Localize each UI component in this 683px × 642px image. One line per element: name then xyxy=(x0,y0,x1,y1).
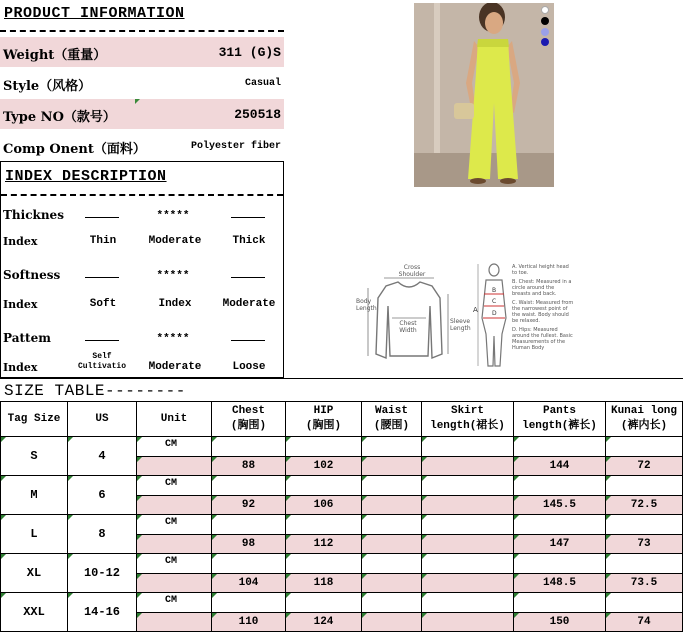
header-unit: Unit xyxy=(137,402,212,437)
skirt-value-cell xyxy=(422,574,514,593)
diagram-letter: C xyxy=(492,298,497,305)
scale-line xyxy=(85,277,119,278)
unit-value-cell xyxy=(137,574,212,593)
empty-cell xyxy=(286,476,362,496)
index-label: Index xyxy=(3,298,38,311)
row-value: 250518 xyxy=(234,107,281,122)
index-description-title: INDEX DESCRIPTION xyxy=(5,168,167,185)
hip-value-cell: 106 xyxy=(286,496,362,515)
header-chest: Chest (胸围) xyxy=(212,402,286,437)
empty-cell xyxy=(286,437,362,457)
us-size-cell: 14-16 xyxy=(68,593,137,632)
color-swatch[interactable] xyxy=(541,6,549,14)
row-value: 311 (G)S xyxy=(218,45,281,60)
empty-cell xyxy=(422,476,514,496)
table-row xyxy=(1,437,683,457)
jumpsuit-illustration xyxy=(414,3,554,187)
row-key: Comp Onent（面料） xyxy=(3,142,146,157)
index-level: Moderate xyxy=(148,361,202,373)
chest-value-cell: 110 xyxy=(212,613,286,632)
diagram-letter: B xyxy=(492,287,497,294)
waist-value-cell xyxy=(362,457,422,476)
empty-cell xyxy=(514,476,606,496)
index-group-name: Softness xyxy=(3,268,61,282)
diagram-letter: D xyxy=(492,310,497,317)
size-table-header xyxy=(1,402,683,437)
diagram-note: B. Chest: Measured in a circle around the breasts and back. xyxy=(512,279,572,297)
empty-cell xyxy=(606,554,683,574)
unit-value-cell xyxy=(137,613,212,632)
pants-value-cell: 147 xyxy=(514,535,606,554)
header-skirt-length: Skirt length(裙长) xyxy=(422,402,514,437)
empty-cell xyxy=(514,515,606,535)
waist-value-cell xyxy=(362,535,422,554)
unit-cell xyxy=(137,554,212,574)
us-size-cell: 4 xyxy=(68,437,137,476)
empty-cell xyxy=(422,437,514,457)
diagram-note: C. Waist: Measured from the narrowest point of the waist. Body should be relaxed. xyxy=(512,300,574,324)
divider xyxy=(0,30,284,32)
table-row xyxy=(1,593,683,613)
table-row xyxy=(1,554,683,574)
divider xyxy=(1,194,283,196)
color-swatch[interactable] xyxy=(541,38,549,46)
diagram-notes xyxy=(512,264,574,351)
tag-size-cell: M xyxy=(1,476,68,515)
diagram-letter: A xyxy=(473,306,478,314)
empty-cell xyxy=(514,593,606,613)
unit-label: CM xyxy=(165,439,178,450)
empty-cell xyxy=(286,593,362,613)
empty-cell xyxy=(606,437,683,457)
index-group-name: Thicknes xyxy=(3,208,64,222)
diagram-note: D. Hips: Measured around the fullest. Basic Measurements of the Human Body xyxy=(512,327,573,351)
chest-value-cell: 88 xyxy=(212,457,286,476)
chest-value-cell: 98 xyxy=(212,535,286,554)
empty-cell xyxy=(362,476,422,496)
inseam-value-cell: 72 xyxy=(606,457,683,476)
diagram-label: Body Length xyxy=(356,298,377,312)
inseam-value-cell: 73.5 xyxy=(606,574,683,593)
row-value: Casual xyxy=(244,78,281,89)
index-stars: ***** xyxy=(156,270,190,282)
empty-cell xyxy=(422,554,514,574)
unit-value-cell xyxy=(137,457,212,476)
header-waist: Waist (腰围) xyxy=(362,402,422,437)
scale-line xyxy=(85,340,119,341)
index-label: Index xyxy=(3,361,38,374)
empty-cell xyxy=(514,554,606,574)
index-description-box xyxy=(0,161,284,378)
size-table-title: SIZE TABLE-------- xyxy=(4,382,186,400)
empty-cell xyxy=(606,515,683,535)
product-row-component xyxy=(0,131,284,161)
pants-value-cell: 145.5 xyxy=(514,496,606,515)
skirt-value-cell xyxy=(422,496,514,515)
empty-cell xyxy=(212,554,286,574)
hip-value-cell: 112 xyxy=(286,535,362,554)
color-swatch[interactable] xyxy=(541,17,549,25)
index-stars: ***** xyxy=(156,333,190,345)
unit-label: CM xyxy=(165,595,178,606)
hip-value-cell: 118 xyxy=(286,574,362,593)
product-row-weight xyxy=(0,37,284,67)
unit-cell xyxy=(137,593,212,613)
row-key: Style（风格） xyxy=(3,79,92,94)
waist-value-cell xyxy=(362,496,422,515)
scale-line xyxy=(85,217,119,218)
skirt-value-cell xyxy=(422,457,514,476)
unit-value-cell xyxy=(137,535,212,554)
skirt-value-cell xyxy=(422,613,514,632)
row-key: Weight（重量） xyxy=(3,48,107,63)
unit-cell xyxy=(137,476,212,496)
scale-line xyxy=(231,217,265,218)
index-level: Loose xyxy=(232,361,266,373)
index-group-name: Pattem xyxy=(3,331,51,345)
waist-value-cell xyxy=(362,574,422,593)
index-level: Index xyxy=(158,298,192,310)
index-label: Index xyxy=(3,235,38,248)
inseam-value-cell: 72.5 xyxy=(606,496,683,515)
empty-cell xyxy=(212,593,286,613)
pants-value-cell: 150 xyxy=(514,613,606,632)
product-row-style xyxy=(0,68,284,98)
us-size-cell: 6 xyxy=(68,476,137,515)
chest-value-cell: 92 xyxy=(212,496,286,515)
index-level: Thin xyxy=(89,235,117,247)
empty-cell xyxy=(212,476,286,496)
index-level: Moderate xyxy=(222,298,276,310)
table-row xyxy=(1,476,683,496)
header-hip: HIP (胸围) xyxy=(286,402,362,437)
product-row-type-no xyxy=(0,99,284,129)
diagram-label: Cross Shoulder xyxy=(398,264,426,278)
empty-cell xyxy=(606,593,683,613)
empty-cell xyxy=(362,554,422,574)
waist-value-cell xyxy=(362,613,422,632)
diagram-label: Chest Width xyxy=(399,320,417,334)
tag-size-cell: S xyxy=(1,437,68,476)
table-row xyxy=(1,515,683,535)
empty-cell xyxy=(286,515,362,535)
empty-cell xyxy=(212,437,286,457)
empty-cell xyxy=(514,437,606,457)
hip-value-cell: 102 xyxy=(286,457,362,476)
pants-value-cell: 148.5 xyxy=(514,574,606,593)
unit-cell xyxy=(137,437,212,457)
tag-size-cell: L xyxy=(1,515,68,554)
index-level: Moderate xyxy=(148,235,202,247)
unit-cell xyxy=(137,515,212,535)
index-stars: ***** xyxy=(156,210,190,222)
empty-cell xyxy=(362,515,422,535)
index-level: Thick xyxy=(232,235,266,247)
us-size-cell: 8 xyxy=(68,515,137,554)
row-key: Type NO（款号） xyxy=(3,110,116,125)
empty-cell xyxy=(422,515,514,535)
pants-value-cell: 144 xyxy=(514,457,606,476)
skirt-value-cell xyxy=(422,535,514,554)
unit-label: CM xyxy=(165,556,178,567)
tag-size-cell: XL xyxy=(1,554,68,593)
inseam-value-cell: 73 xyxy=(606,535,683,554)
product-info-title: PRODUCT INFORMATION xyxy=(4,5,185,22)
color-swatch[interactable] xyxy=(541,28,549,36)
unit-label: CM xyxy=(165,517,178,528)
measurement-diagram xyxy=(356,258,578,372)
diagram-note: A. Vertical height head to toe. xyxy=(512,264,569,276)
empty-cell xyxy=(606,476,683,496)
unit-value-cell xyxy=(137,496,212,515)
product-photo xyxy=(414,3,554,187)
header-us: US xyxy=(68,402,137,437)
empty-cell xyxy=(422,593,514,613)
header-pants-length: Pants length(裤长) xyxy=(514,402,606,437)
empty-cell xyxy=(362,593,422,613)
header-tag-size: Tag Size xyxy=(1,402,68,437)
index-level: Self Cultivatio xyxy=(77,352,126,371)
hip-value-cell: 124 xyxy=(286,613,362,632)
index-level: Soft xyxy=(89,298,117,310)
chest-value-cell: 104 xyxy=(212,574,286,593)
empty-cell xyxy=(362,437,422,457)
diagram-label: Sleeve Length xyxy=(450,318,471,332)
empty-cell xyxy=(286,554,362,574)
row-value: Polyester fiber xyxy=(190,141,281,152)
unit-label: CM xyxy=(165,478,178,489)
scale-line xyxy=(231,340,265,341)
size-table-topline xyxy=(0,378,683,379)
scale-line xyxy=(231,277,265,278)
empty-cell xyxy=(212,515,286,535)
header-inseam: Kunai long (裤内长) xyxy=(606,402,683,437)
size-table xyxy=(0,401,683,632)
us-size-cell: 10-12 xyxy=(68,554,137,593)
inseam-value-cell: 74 xyxy=(606,613,683,632)
tag-size-cell: XXL xyxy=(1,593,68,632)
